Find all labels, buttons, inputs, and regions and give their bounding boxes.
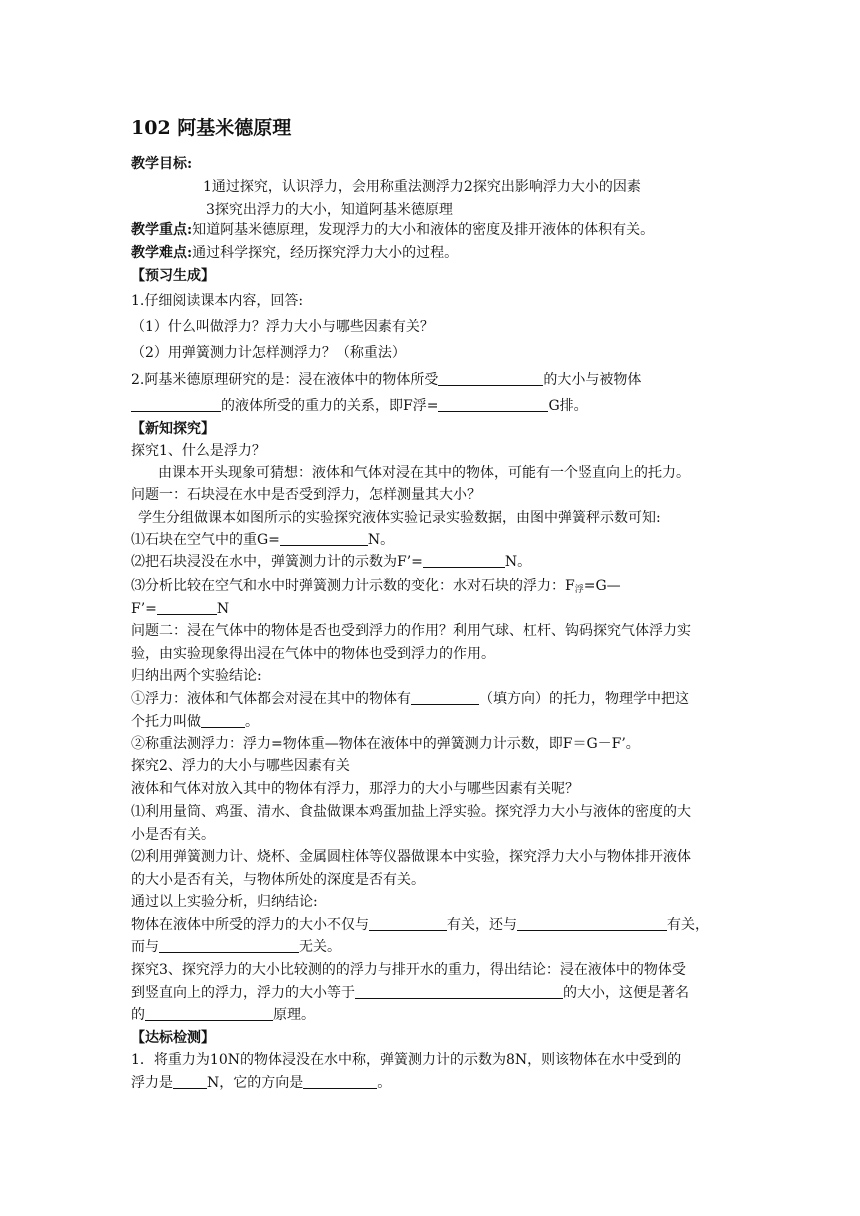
key-text: 知道阿基米德原理，发现浮力的大小和液体的密度及排开液体的体积有关。 [192, 222, 655, 238]
text-span: N。 [367, 532, 395, 548]
text-span: 无关。 [299, 939, 341, 955]
test-heading: 【达标检测】 [131, 1030, 215, 1046]
explore-2-item2-line2: 的大小是否有关，与物体所处的深度是否有关。 [131, 872, 425, 888]
text-span: 有关， [667, 917, 709, 933]
text-span: 到竖直向上的浮力，浮力的大小等于 [131, 985, 355, 1001]
text-span: 2.阿基米德原理研究的是：浸在液体中的物体所受 [131, 372, 439, 388]
conclusion-2: ②称重法测浮力：浮力=物体重—物体在液体中的弹簧测力计示数，即F＝G－F’。 [131, 736, 640, 752]
text-span: 的大小，这便是著名 [563, 985, 689, 1001]
question-2-line1: 问题二：浸在气体中的物体是否也受到浮力的作用？利用气球、杠杆、钩码探究气体浮力实 [131, 623, 691, 639]
test-item-1-line1: 1．将重力为10N的物体浸没在水中称，弹簧测力计的示数为8N，则该物体在水中受到的 [131, 1052, 682, 1068]
new-knowledge-heading: 【新知探究】 [131, 421, 215, 437]
blank [201, 713, 245, 728]
blank [517, 916, 667, 931]
preview-item-2-line2 [131, 395, 731, 417]
goal-1: 1通过探究，认识浮力，会用称重法测浮力2探究出影响浮力大小的因素 [203, 179, 641, 195]
explore-3-line3 [131, 1004, 731, 1026]
explore-3-line1: 探究3、探究浮力的大小比较测的的浮力与排开水的重力，得出结论：浸在液体中的物体受 [131, 962, 686, 978]
difficulty [131, 242, 731, 264]
question-1: 问题一：石块浸在水中是否受到浮力，怎样测量其大小？ [131, 487, 481, 503]
blank [369, 916, 447, 931]
test-item-1-line2 [131, 1072, 731, 1094]
text-span: 浮力是 [131, 1075, 173, 1091]
blank [159, 938, 299, 953]
preview-heading: 【预习生成】 [131, 268, 215, 284]
text-span: F’= [131, 601, 157, 617]
text-span: ⑵把石块浸没在水中，弹簧测力计的示数为F’= [131, 554, 423, 570]
explore-2-item1-line1: ⑴利用量筒、鸡蛋、清水、食盐做课本鸡蛋加盐上浮实验。探究浮力大小与液体的密度的大 [131, 804, 691, 820]
text-span: 而与 [131, 939, 159, 955]
explore-2-title: 探究2、浮力的大小与哪些因素有关 [131, 758, 350, 774]
explore-2-item2-line1: ⑵利用弹簧测力计、烧杯、金属圆柱体等仪器做课本中实验，探究浮力大小与物体排开液体 [131, 849, 691, 865]
key-point [131, 219, 731, 241]
conclusion-1-line2 [131, 711, 731, 733]
explore-1-intro: 由课本开头现象可猜想：液体和气体对浸在其中的物体，可能有一个竖直向上的托力。 [158, 465, 690, 481]
goal-2: 3探究出浮力的大小，知道阿基米德原理 [206, 202, 453, 218]
text-span: G排。 [548, 398, 588, 414]
blank [157, 600, 217, 615]
step-1 [131, 529, 731, 551]
blank [438, 371, 543, 386]
preview-item-1: 1.仔细阅读课本内容，回答: [131, 293, 304, 309]
text-span: （填方向）的托力，物理学中把这 [479, 691, 689, 707]
explore-2-analysis: 通过以上实验分析，归纳结论: [131, 894, 318, 910]
question-1-desc: 学生分组做课本如图所示的实验探究液体实验记录实验数据，由图中弹簧秤示数可知: [138, 510, 661, 526]
blank [438, 397, 548, 412]
explore-2-item1-line2: 小是否有关。 [131, 827, 215, 843]
conclusion-label: 归纳出两个实验结论: [131, 668, 262, 684]
page-title: 102 阿基米德原理 [131, 117, 292, 139]
blank [355, 984, 563, 999]
text-span: N [216, 601, 230, 617]
blank [173, 1074, 207, 1089]
explore-1-title: 探究1、什么是浮力？ [131, 443, 266, 459]
text-span: 个托力叫做 [131, 714, 201, 730]
text-span: =G— [583, 578, 621, 594]
subscript: 浮 [574, 585, 584, 595]
preview-item-1b: （2）用弹簧测力计怎样测浮力？（称重法） [131, 345, 406, 361]
diff-label: 教学难点: [131, 245, 193, 261]
question-2-line2: 验，由实验现象得出浸在气体中的物体也受到浮力的作用。 [131, 646, 495, 662]
explore-2-conclusion-line1 [131, 914, 731, 936]
explore-3-line2 [131, 982, 731, 1004]
text-span: 的 [131, 1007, 145, 1023]
text-span: N。 [504, 554, 532, 570]
text-span: N，它的方向是 [207, 1075, 304, 1091]
text-span: ⑴石块在空气中的重G= [131, 532, 280, 548]
conclusion-1-line1 [131, 688, 731, 710]
text-span: 。 [245, 714, 259, 730]
step-3-line2 [131, 598, 731, 620]
key-label: 教学重点: [131, 222, 193, 238]
blank [423, 553, 505, 568]
text-span: 。 [377, 1075, 392, 1091]
text-span: 的液体所受的重力的关系，即F浮= [221, 398, 439, 414]
text-span: 物体在液体中所受的浮力的大小不仅与 [131, 917, 369, 933]
text-span: ①浮力：液体和气体都会对浸在其中的物体有 [131, 691, 411, 707]
text-span: 的大小与被物体 [543, 372, 642, 388]
blank [280, 531, 368, 546]
text-span: 有关，还与 [447, 917, 517, 933]
blank [145, 1006, 273, 1021]
goals-label: 教学目标: [131, 156, 193, 172]
blank [411, 690, 479, 705]
step-2 [131, 551, 731, 573]
diff-text: 通过科学探究，经历探究浮力大小的过程。 [192, 245, 459, 261]
preview-item-2-line1 [131, 369, 731, 391]
preview-item-1a: （1）什么叫做浮力？浮力大小与哪些因素有关？ [131, 319, 434, 335]
text-span: ⑶分析比较在空气和水中时弹簧测力计示数的变化：水对石块的浮力：F [131, 578, 575, 594]
text-span: 原理。 [273, 1007, 315, 1023]
explore-2-conclusion-line2 [131, 936, 731, 958]
blank [303, 1074, 377, 1089]
blank [131, 397, 221, 412]
explore-2-intro: 液体和气体对放入其中的物体有浮力，那浮力的大小与哪些因素有关呢？ [131, 781, 579, 797]
